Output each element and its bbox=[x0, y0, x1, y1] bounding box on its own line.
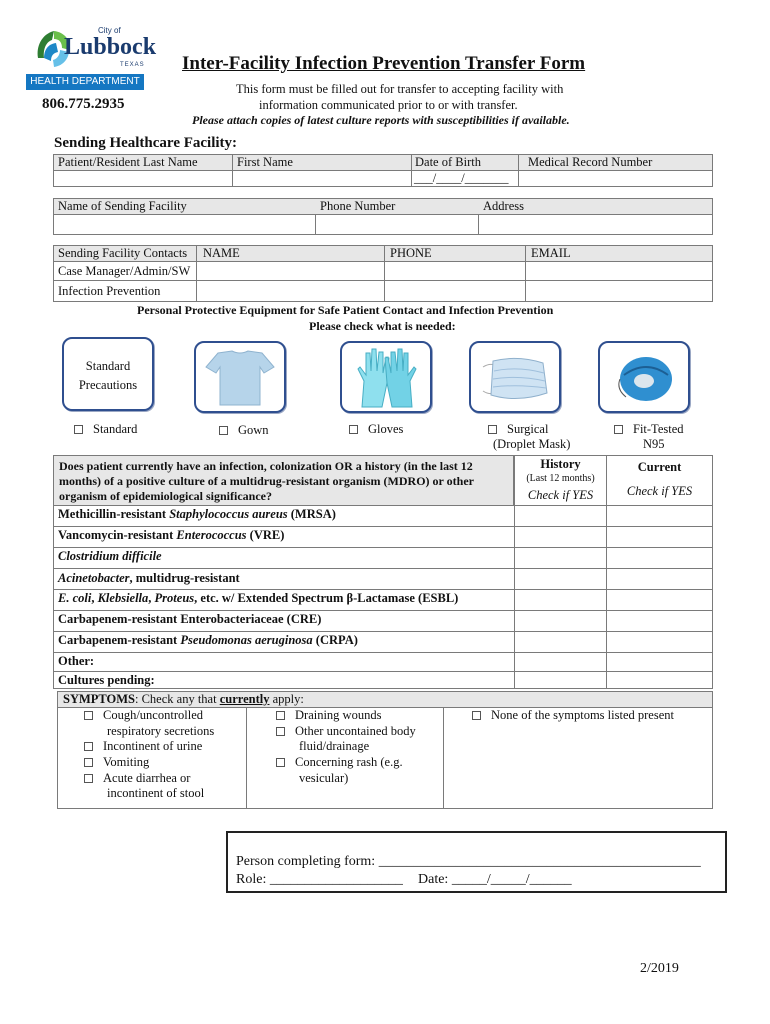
facility-name-field[interactable] bbox=[56, 216, 312, 233]
draining-checkbox[interactable] bbox=[276, 711, 285, 720]
last-name-label: Patient/Resident Last Name bbox=[58, 155, 198, 169]
sending-facility-heading: Sending Healthcare Facility: bbox=[54, 135, 238, 151]
other-history-cell[interactable] bbox=[516, 654, 605, 670]
symptom-cough-cont: respiratory secretions bbox=[107, 724, 215, 738]
standard-checkbox[interactable] bbox=[74, 425, 83, 434]
surgical-mask-card bbox=[469, 341, 561, 413]
intro-line-1: This form must be filled out for transfer to accepting facility with bbox=[236, 82, 564, 96]
case-manager-label: Case Manager/Admin/SW bbox=[58, 264, 191, 278]
facility-address-field[interactable] bbox=[481, 216, 710, 233]
last-name-field[interactable] bbox=[58, 172, 228, 185]
history-check-note: Check if YES bbox=[527, 488, 594, 502]
current-header: Current bbox=[637, 460, 682, 474]
logo-department: HEALTH DEPARTMENT bbox=[26, 74, 144, 90]
symptom-cough[interactable]: Cough/uncontrolled bbox=[84, 708, 203, 724]
logo bbox=[30, 26, 157, 96]
date-field[interactable]: Date: _____/_____/______ bbox=[418, 872, 572, 887]
acinetobacter-current-cell[interactable] bbox=[608, 570, 711, 588]
symptom-fluid[interactable]: Other uncontained body bbox=[276, 724, 416, 740]
contacts-phone-header: PHONE bbox=[390, 246, 432, 260]
vre-label: Vancomycin-resistant Enterococcus (VRE) bbox=[58, 528, 285, 542]
ppe-option-surgical[interactable] bbox=[488, 422, 548, 437]
vre-history-cell[interactable] bbox=[516, 528, 605, 546]
mdro-question bbox=[59, 459, 474, 504]
facility-address-label: Address bbox=[483, 199, 524, 213]
cultures-history-cell[interactable] bbox=[516, 673, 605, 688]
ppe-subheading: Please check what is needed: bbox=[309, 319, 456, 333]
mrn-label: Medical Record Number bbox=[528, 155, 653, 169]
cdiff-current-cell[interactable] bbox=[608, 549, 711, 567]
other-label: Other: bbox=[58, 654, 95, 668]
gloves-icon bbox=[354, 347, 420, 409]
symptom-vomiting[interactable]: Vomiting bbox=[84, 755, 149, 771]
fluid-checkbox[interactable] bbox=[276, 727, 285, 736]
dob-label: Date of Birth bbox=[415, 155, 481, 169]
infection-prevention-label: Infection Prevention bbox=[58, 284, 161, 298]
diarrhea-checkbox[interactable] bbox=[84, 774, 93, 783]
health-department-phone: 806.775.2935 bbox=[42, 96, 125, 112]
crpa-history-cell[interactable] bbox=[516, 633, 605, 651]
gloves-option-label: Gloves bbox=[368, 422, 404, 436]
logo-state: TEXAS bbox=[120, 62, 145, 68]
mdro-question-line2: months) of a positive culture of a multidrug-resistant organism (MDRO) or other bbox=[59, 474, 474, 488]
cdiff-history-cell[interactable] bbox=[516, 549, 605, 567]
acinetobacter-history-cell[interactable] bbox=[516, 570, 605, 588]
form-version: 2/2019 bbox=[640, 961, 679, 976]
case-manager-name-field[interactable] bbox=[199, 263, 381, 279]
symptom-diarrhea[interactable]: Acute diarrhea or bbox=[84, 771, 190, 787]
n95-mask-icon bbox=[614, 349, 678, 407]
esbl-current-cell[interactable] bbox=[608, 591, 711, 609]
esbl-label: E. coli, Klebsiella, Proteus, etc. w/ Extended Spectrum β-Lactamase (ESBL) bbox=[58, 591, 459, 605]
ppe-option-gloves[interactable] bbox=[349, 422, 403, 437]
history-subheader: (Last 12 months) bbox=[526, 473, 595, 484]
none-checkbox[interactable] bbox=[472, 711, 481, 720]
esbl-history-cell[interactable] bbox=[516, 591, 605, 609]
n95-option-sub: N95 bbox=[643, 437, 665, 451]
cre-current-cell[interactable] bbox=[608, 612, 711, 630]
surgical-option-label: Surgical bbox=[507, 422, 549, 436]
symptom-rash[interactable]: Concerning rash (e.g. bbox=[276, 755, 403, 771]
facility-name-label: Name of Sending Facility bbox=[58, 199, 187, 213]
surgical-option-sub: (Droplet Mask) bbox=[493, 437, 571, 451]
case-manager-email-field[interactable] bbox=[528, 263, 710, 279]
person-completing-field[interactable]: Person completing form: ______________________________________________ bbox=[236, 854, 701, 869]
infection-prevention-phone-field[interactable] bbox=[387, 282, 522, 300]
n95-option-label: Fit-Tested bbox=[633, 422, 684, 436]
mdro-question-line1: Does patient currently have an infection, colonization OR a history (in the last 12 bbox=[59, 459, 473, 473]
symptom-rash-cont: vesicular) bbox=[299, 771, 349, 785]
symptom-none[interactable]: None of the symptoms listed present bbox=[472, 708, 674, 724]
intro-line-2: information communicated prior to or with transfer. bbox=[259, 98, 518, 112]
mdro-question-line3: organism of epidemiological significance? bbox=[59, 489, 272, 503]
symptom-urine[interactable]: Incontinent of urine bbox=[84, 739, 202, 755]
standard-precautions-card bbox=[62, 337, 154, 411]
cdiff-label: Clostridium difficile bbox=[58, 549, 162, 563]
crpa-current-cell[interactable] bbox=[608, 633, 711, 651]
infection-prevention-name-field[interactable] bbox=[199, 282, 381, 300]
mrsa-label: Methicillin-resistant Staphylococcus aureus (MRSA) bbox=[58, 507, 336, 521]
ppe-option-gown[interactable] bbox=[219, 423, 269, 438]
symptom-fluid-cont: fluid/drainage bbox=[299, 739, 370, 753]
contacts-label: Sending Facility Contacts bbox=[58, 246, 188, 260]
dob-field[interactable]: ___/____/_______ bbox=[414, 171, 509, 185]
gown-checkbox[interactable] bbox=[219, 426, 228, 435]
cultures-current-cell[interactable] bbox=[608, 673, 711, 688]
n95-card bbox=[598, 341, 690, 413]
rash-checkbox[interactable] bbox=[276, 758, 285, 767]
logo-name: Lubbock bbox=[64, 34, 157, 60]
gown-card bbox=[194, 341, 286, 413]
vomiting-checkbox[interactable] bbox=[84, 758, 93, 767]
facility-phone-field[interactable] bbox=[318, 216, 475, 233]
contacts-name-header: NAME bbox=[203, 246, 240, 260]
first-name-field[interactable] bbox=[237, 172, 407, 185]
standard-card-line1: Standard bbox=[85, 359, 131, 373]
first-name-label: First Name bbox=[237, 155, 293, 169]
role-field[interactable]: Role: ___________________ bbox=[236, 872, 403, 887]
cre-label: Carbapenem-resistant Enterobacteriaceae (CRE) bbox=[58, 612, 322, 626]
acinetobacter-label: Acinetobacter, multidrug-resistant bbox=[58, 571, 240, 585]
n95-checkbox[interactable] bbox=[614, 425, 623, 434]
mrsa-history-cell[interactable] bbox=[516, 507, 605, 525]
surgical-mask-checkbox[interactable] bbox=[488, 425, 497, 434]
crpa-label: Carbapenem-resistant Pseudomonas aeruginosa (CRPA) bbox=[58, 633, 358, 647]
standard-option-label: Standard bbox=[93, 422, 138, 436]
symptoms-heading: SYMPTOMS: Check any that currently apply: bbox=[63, 692, 304, 706]
signature-box bbox=[226, 831, 727, 893]
symptom-diarrhea-cont: incontinent of stool bbox=[107, 786, 205, 800]
standard-card-line2: Precautions bbox=[78, 378, 138, 392]
ppe-option-n95[interactable] bbox=[614, 422, 684, 437]
infection-prevention-email-field[interactable] bbox=[528, 282, 710, 300]
contacts-email-header: EMAIL bbox=[531, 246, 571, 260]
mrn-field[interactable] bbox=[522, 172, 708, 185]
surgical-mask-icon bbox=[481, 353, 553, 405]
symptom-draining[interactable]: Draining wounds bbox=[276, 708, 381, 724]
attach-note: Please attach copies of latest culture reports with susceptibilities if available. bbox=[192, 113, 570, 127]
page-title: Inter-Facility Infection Prevention Transfer Form bbox=[182, 53, 586, 74]
vre-current-cell[interactable] bbox=[608, 528, 711, 546]
gloves-card bbox=[340, 341, 432, 413]
cough-checkbox[interactable] bbox=[84, 711, 93, 720]
gown-option-label: Gown bbox=[238, 423, 269, 437]
gloves-checkbox[interactable] bbox=[349, 425, 358, 434]
mrsa-current-cell[interactable] bbox=[608, 507, 711, 525]
urine-checkbox[interactable] bbox=[84, 742, 93, 751]
facility-phone-label: Phone Number bbox=[320, 199, 396, 213]
cre-history-cell[interactable] bbox=[516, 612, 605, 630]
history-header: History bbox=[540, 457, 581, 471]
ppe-option-standard[interactable] bbox=[74, 422, 137, 437]
cultures-pending-label: Cultures pending: bbox=[58, 673, 155, 687]
ppe-heading: Personal Protective Equipment for Safe Patient Contact and Infection Prevention bbox=[137, 303, 554, 317]
case-manager-phone-field[interactable] bbox=[387, 263, 522, 279]
other-current-cell[interactable] bbox=[608, 654, 711, 670]
current-check-note: Check if YES bbox=[626, 484, 693, 498]
logo-city-of: City of bbox=[98, 26, 121, 35]
gown-icon bbox=[204, 349, 276, 407]
